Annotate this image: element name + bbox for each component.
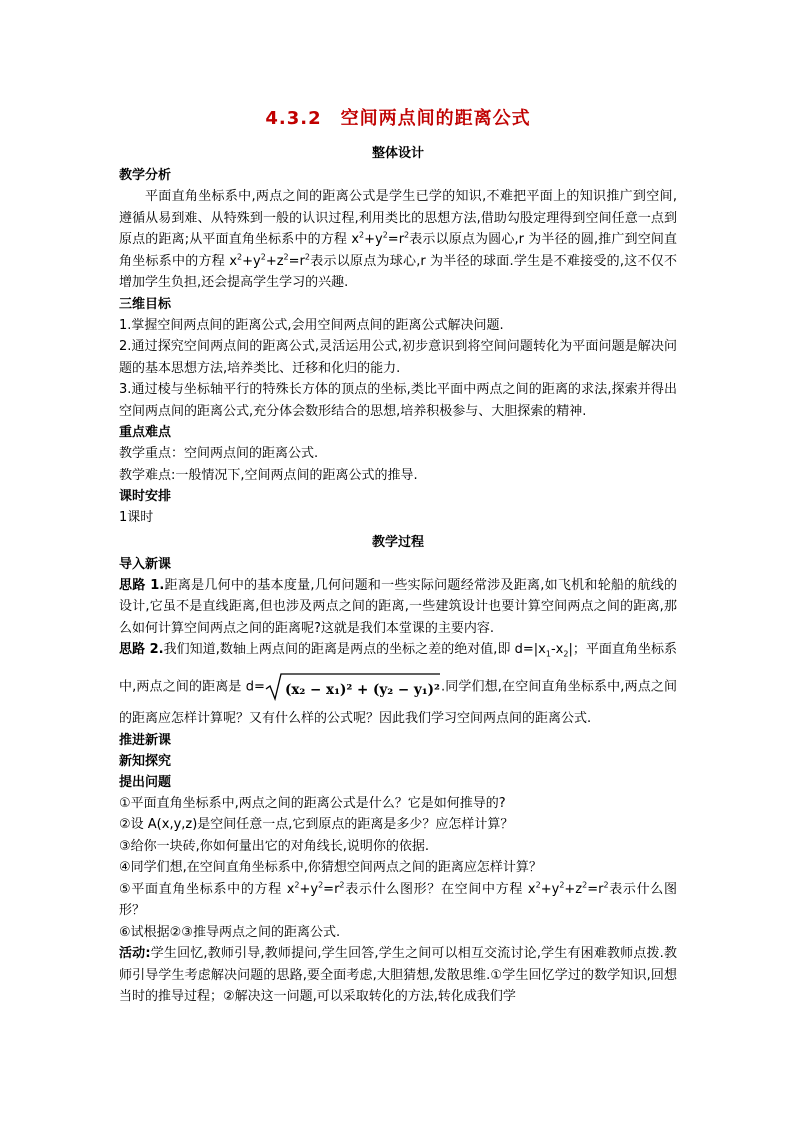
- activity-paragraph: 活动:学生回忆,教师引导,教师提问,学生回答,学生之间可以相互交流讨论,学生有困难教师点拨.教师引导学生考虑解决问题的思路,要全面考虑,大胆猜想,发散思维.①学生回忆学过的数学知识,回想当时的推导过程；②解决这一问题,可以采取转化的方法,转化成我们学: [119, 946, 677, 1005]
- process-heading: 教学过程: [371, 534, 424, 550]
- explore-heading: 新知探究: [119, 753, 172, 769]
- question-3: ③给你一块砖,你如何量出它的对角线长,说明你的依据.: [119, 838, 430, 854]
- question-2: ②设 A(x,y,z)是空间任意一点,它到原点的距离是多少？应怎样计算？: [119, 817, 514, 833]
- questions-heading: 提出问题: [119, 774, 172, 790]
- formula-text: (x₂ − x₁)² + (y₂ − y₁)²: [284, 681, 440, 698]
- schedule-heading: 课时安排: [119, 489, 172, 504]
- teaching-focus: 教学重点：空间两点间的距离公式.: [119, 446, 319, 461]
- idea-2-label: 思路 2.: [119, 642, 164, 657]
- overall-design-heading: 整体设计: [371, 146, 424, 161]
- question-6: ⑥试根据②③推导两点之间的距离公式.: [119, 924, 341, 940]
- goal-item-2: 2.通过探究空间两点间的距离公式,灵活运用公式,初步意识到将空间问题转化为平面问题是解决问题的基本思想方法,培养类比、迁移和化归的能力.: [119, 339, 677, 376]
- goals-heading: 三维目标: [119, 296, 172, 312]
- schedule-value: 1课时: [119, 510, 154, 525]
- question-5: ⑤平面直角坐标系中的方程 $x^2+y^2=r^2$表示什么图形？在空间中方程 $x^2+y^2+z^2=r^2$表示什么图形？: [119, 880, 677, 919]
- advance-heading: 推进新课: [119, 732, 172, 748]
- document-title: 4.3.2 空间两点间的距离公式: [265, 108, 531, 129]
- idea-2-paragraph: 思路 2.我们知道,数轴上两点间的距离是两点的坐标之差的绝对值,即 $d=|x_1-x_2|$；平面直角坐标系中,两点之间的距离是 d= (x₂ − x₁)² + (y₂ − y₁)² .同学们想,在空间直角坐标系中,两点之间的距离应怎样计算呢？又有什么样的公式呢？因此我们学习空间两点间的距离公式.: [119, 642, 677, 726]
- idea-1-label: 思路 1.: [119, 577, 165, 593]
- key-points-heading: 重点难点: [119, 425, 172, 440]
- analysis-paragraph: 平面直角坐标系中,两点之间的距离公式是学生已学的知识,不难把平面上的知识推广到空间,遵循从易到难、从特殊到一般的认识过程,利用类比的思想方法,借助勾股定理得到空间任意一点到原点的距离;从平面直角坐标系中的方程 $x^2+y^2=r^2$表示以原点为圆心,r 为半径的圆,推广到空间直角坐标系中的方程 $x^2+y^2+z^2=r^2$表示以原点为球心,r 为半径的球面.学生是不难接受的,这不仅不增加学生负担,还会提高学生学习的兴趣.: [119, 189, 678, 290]
- question-4: ④同学们想,在空间直角坐标系中,你猜想空间两点之间的距离应怎样计算？: [119, 860, 542, 876]
- analysis-heading: 教学分析: [119, 168, 172, 183]
- sqrt-sign: [265, 672, 441, 702]
- goal-item-1: 1.掌握空间两点间的距离公式,会用空间两点间的距离公式解决问题.: [119, 317, 504, 333]
- idea-1-paragraph: 思路 1.距离是几何中的基本度量,几何问题和一些实际问题经常涉及距离,如飞机和轮船的航线的设计,它虽不是直线距离,但也涉及两点之间的距离,一些建筑设计也要计算空间两点之间的距离,那么如何计算空间两点之间的距离呢?这就是我们本堂课的主要内容.: [119, 577, 677, 636]
- activity-label: 活动:: [119, 946, 151, 962]
- distance-formula: [265, 672, 441, 702]
- goal-item-3: 3.通过棱与坐标轴平行的特殊长方体的顶点的坐标,类比平面中两点之间的距离的求法,探索并得出空间两点间的距离公式,充分体会数形结合的思想,培养积极参与、大胆探索的精神.: [119, 382, 677, 419]
- intro-heading: 导入新课: [119, 556, 172, 572]
- document-page: [119, 100, 677, 1008]
- question-1: ①平面直角坐标系中,两点之间的距离公式是什么？它是如何推导的?: [119, 795, 506, 811]
- teaching-difficulty: 教学难点:一般情况下,空间两点间的距离公式的推导.: [119, 467, 418, 483]
